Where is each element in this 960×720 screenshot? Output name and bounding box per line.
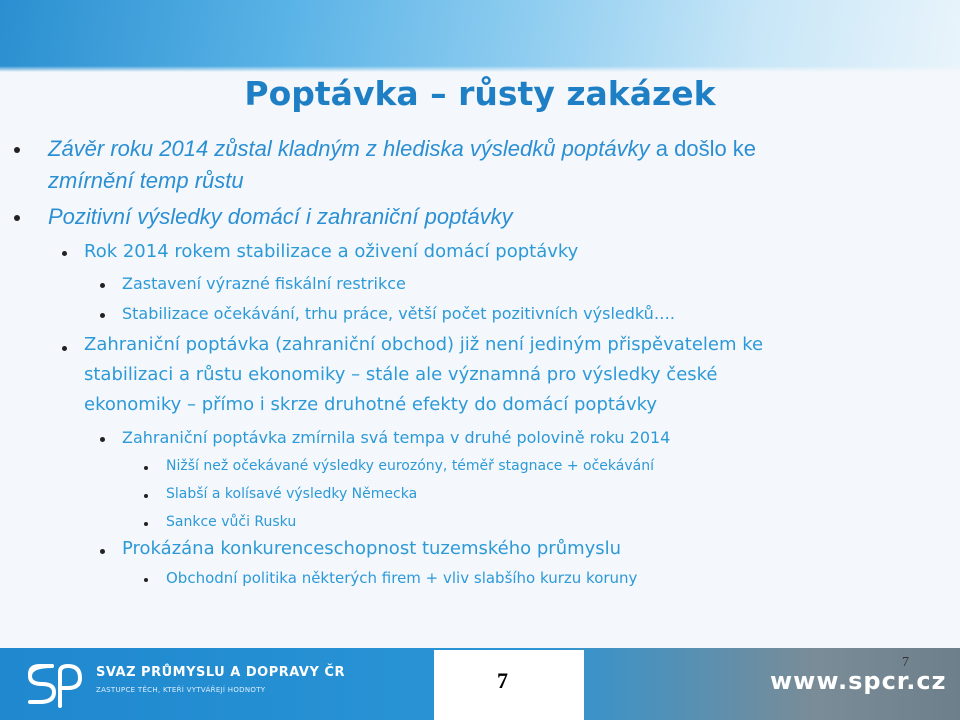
bullet-10-text: Sankce vůči Rusku: [166, 514, 297, 530]
bullet-8-text: Nižší než očekávané výsledky eurozóny, téměř stagnace + očekávání: [166, 458, 654, 474]
bullet-dot-icon: [144, 522, 148, 526]
bullet-11-text: Prokázána konkurenceschopnost tuzemského průmyslu: [122, 538, 622, 559]
bullet-2-text: Pozitivní výsledky domácí i zahraniční poptávky: [48, 204, 513, 229]
page-number-corner: 7: [902, 655, 909, 670]
bullet-dot-icon: [100, 437, 105, 442]
bullet-dot-icon: [14, 147, 20, 153]
bullet-6-text-c: ekonomiky – přímo i skrze druhotné efekty do domácí poptávky: [84, 394, 658, 415]
bullet-4-text: Zastavení výrazné fiskální restrikce: [122, 274, 406, 293]
org-name: SVAZ PRŮMYSLU A DOPRAVY ČR: [96, 665, 345, 680]
bullet-dot-icon: [14, 215, 20, 221]
header-band: [0, 0, 960, 72]
bullet-1-text-a: Závěr roku 2014 zůstal kladným z hlediska výsledků poptávky: [48, 136, 650, 161]
bullet-6-text-b: stabilizaci a růstu ekonomiky – stále ale významná pro výsledky české: [84, 364, 718, 385]
bullet-3-text: Rok 2014 rokem stabilizace a oživení domácí poptávky: [84, 241, 579, 262]
bullet-1-text-c: zmírnění temp růstu: [48, 168, 244, 193]
bullet-dot-icon: [100, 549, 105, 554]
bullet-12-text: Obchodní politika některých firem + vliv slabšího kurzu koruny: [166, 569, 638, 587]
bullet-7-text: Zahraniční poptávka zmírnila svá tempa v druhé polovině roku 2014: [122, 428, 671, 447]
page-number-box: [434, 650, 584, 720]
bullet-dot-icon: [100, 313, 105, 318]
bullet-dot-icon: [62, 346, 67, 351]
spcr-logo-icon: [26, 658, 84, 712]
bullet-dot-icon: [144, 494, 148, 498]
bullet-9-text: Slabší a kolísavé výsledky Německa: [166, 486, 418, 502]
bullet-5-text: Stabilizace očekávání, trhu práce, větší počet pozitivních výsledků….: [122, 304, 675, 323]
bullet-6-text-a: Zahraniční poptávka (zahraniční obchod) již není jediným přispěvatelem ke: [84, 334, 764, 355]
website-link[interactable]: www.spcr.cz: [770, 667, 947, 695]
bullet-dot-icon: [144, 578, 148, 582]
bullet-1-text-b: a došlo ke: [649, 136, 757, 161]
bullet-dot-icon: [62, 251, 67, 256]
slide-title: Poptávka – růsty zakázek: [244, 74, 716, 113]
bullet-dot-icon: [100, 283, 105, 288]
org-tagline: ZASTUPCE TĚCH, KTEŘÍ VYTVÁŘEJÍ HODNOTY: [96, 686, 266, 694]
bullet-dot-icon: [144, 466, 148, 470]
page-number: 7: [497, 668, 508, 693]
